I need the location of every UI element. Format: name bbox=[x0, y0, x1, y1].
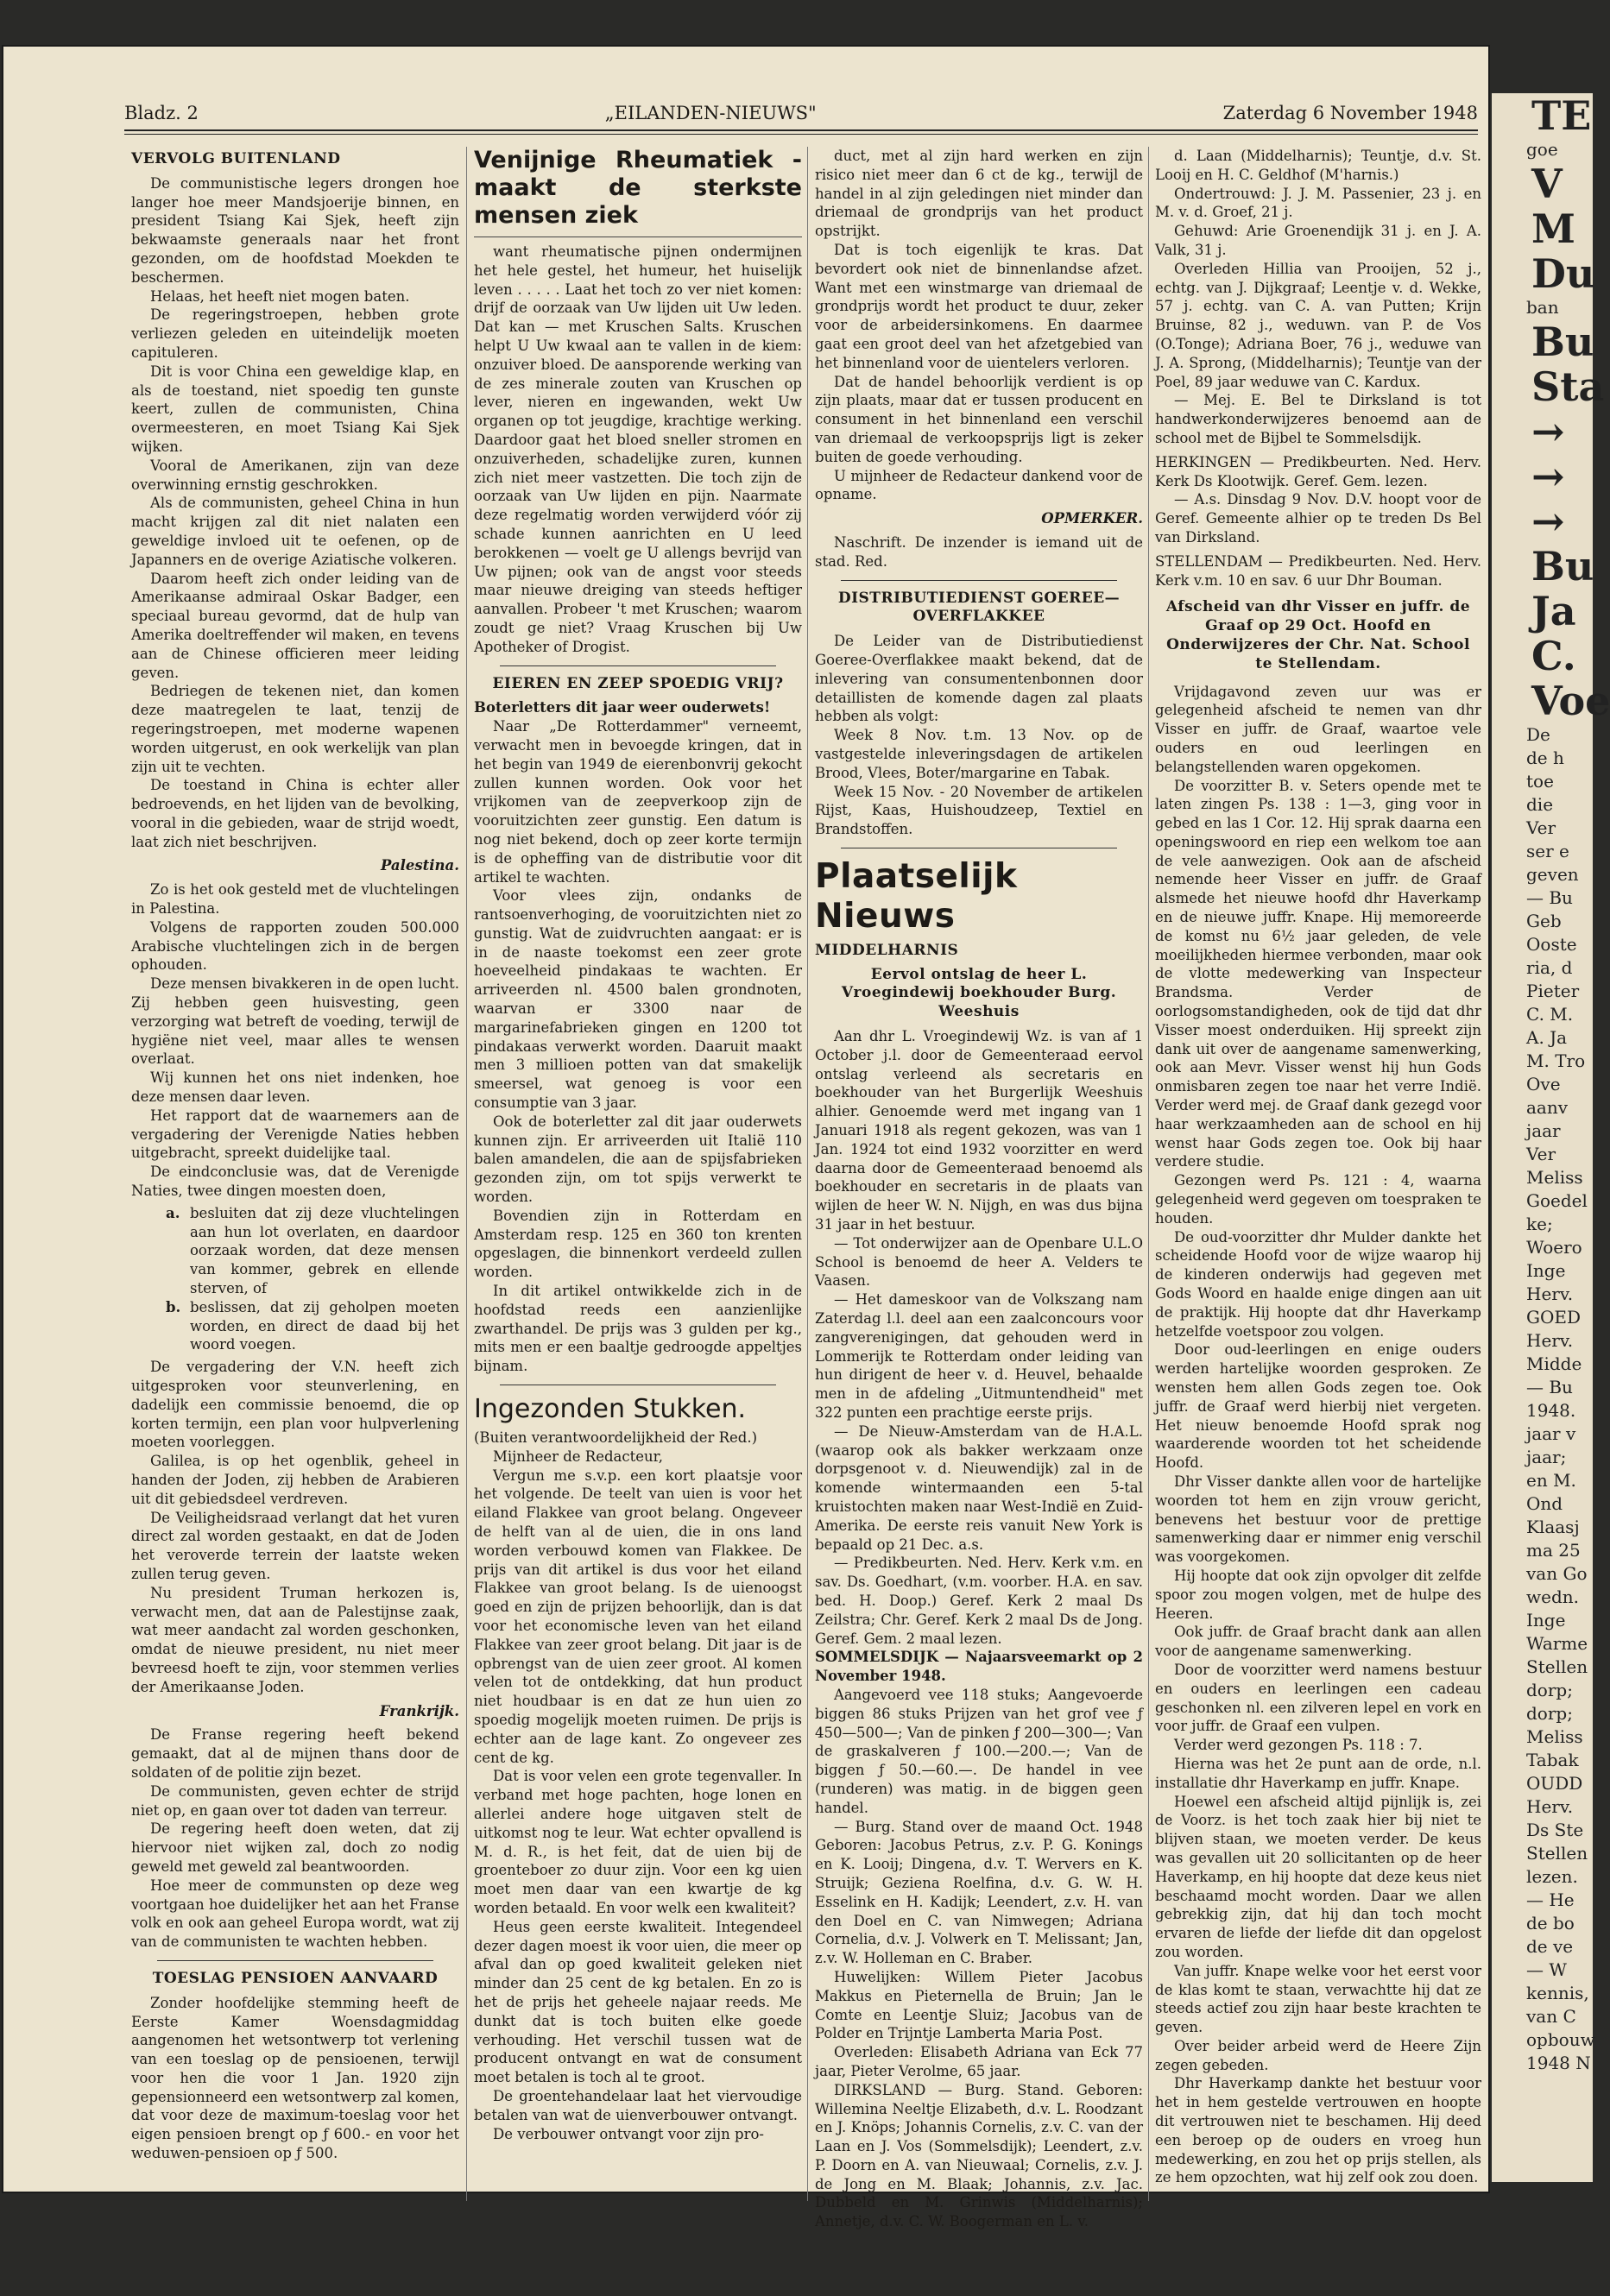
paragraph: — Predikbeurten. Ned. Herv. Kerk v.m. en sav. Ds. Goedhart, (v.m. voorber. H.A. en sav. bed. H. Doop.) Geref. Kerk 2 maal Ds Zeilstra; Chr. Geref. Kerk 2 maal Ds de Jong. Geref. Gem. 2 maal lezen. bbox=[815, 1555, 1143, 1647]
letter-to-editor bbox=[474, 1448, 802, 2143]
article-heading: TOESLAG PENSIOEN AANVAARD bbox=[152, 1969, 439, 1987]
article-china bbox=[131, 174, 459, 852]
neighbor-line: Ver bbox=[1526, 1144, 1556, 1164]
neighbor-line: Warme bbox=[1526, 1633, 1588, 1654]
paragraph: Week 8 Nov. t.m. 13 Nov. op de vastgestelde inleveringsdagen de artikelen Brood, Vlees, Boter/margarine en Tabak. bbox=[815, 727, 1143, 781]
neighbor-line: Bu bbox=[1531, 543, 1594, 590]
town-heading: SOMMELSDIJK — Najaarsveemarkt op 2 November 1948. bbox=[815, 1649, 1143, 1685]
neighbor-line: die bbox=[1526, 794, 1554, 815]
paragraph: — Tot onderwijzer aan de Openbare U.L.O School is benoemd de heer A. Velders te Vaasen. bbox=[815, 1234, 1143, 1290]
neighbor-line: Sta bbox=[1531, 363, 1605, 410]
neighbor-line: Midde bbox=[1526, 1353, 1582, 1374]
neighbor-line: ban bbox=[1526, 297, 1559, 318]
column-divider bbox=[466, 147, 467, 2201]
article-huwelijken: Huwelijken: Willem Pieter Jacobus Makkus en Pieternella de Bruin; Jan le Comte en Leentje Sluiz; Jacobus van de Polder en Trijntje Lamberta Maria Post. bbox=[815, 1968, 1143, 2042]
neighbor-line: A. Ja bbox=[1526, 1027, 1568, 1048]
neighbor-line: de h bbox=[1526, 747, 1564, 768]
paragraph: Voor vlees zijn, ondanks de rantsoenverhoging, de vooruitzichten niet zo gunstig. Wat de zuidvruchten aangaat: er is in de naaste toekomst een zeer grote hoeveelheid pindakaas te wachten. Er arriveerden nl. 4500 balen grondnoten, waarvan er 3300 naar de margarinefabrieken gingen en 1200 tot pindakaas verwerkt worden. Daaruit maakt men 3 millioen potten van dat smakelijk smeersel, wat genoeg is voor een consumptie van 3 jaar. bbox=[474, 887, 802, 1112]
paragraph: Door de voorzitter werd namens bestuur en ouders en leerlingen een cadeau geschonken nl. een zilveren lepel en vork en voor juffr. de Graaf een vulpen. bbox=[1155, 1661, 1481, 1735]
paragraph: De voorzitter B. v. Seters opende met te laten zingen Ps. 138 : 1—3, ging voor in gebed en las 1 Cor. 12. Hij sprak daarna een openingswoord en riep een welkom toe aan de vele aanwezigen. Ook aan de afscheid nemende heer Visser en juffr. de Graaf alsmede het nieuwe hoofd dhr Haverkamp en de nieuwe juffr. Knape. Hij memoreerde de komst nu 6½ jaar geleden, de vele moeilijkheden hiermee verbonden, maar ook de vlotte medewerking van Inspecteur Brandsma. Verder de oorlogsomstandigheden, ook de tijd dat dhr Visser moest onderduiken. Hij spreekt zijn dank uit over de aangename samenwerking, ook aan Mevr. Visser wenst hij hun Gods onmisbaren zegen toe naar het verre Indië. Verder werd mej. de Graaf dank gezegd voor haar werkzaamheden aan de school en hij wenst haar Gods zegen toe. Ook bij haar verdere studie. bbox=[1155, 777, 1481, 1170]
neighbor-line: ria, d bbox=[1526, 957, 1573, 978]
paragraph: Volgens de rapporten zouden 500.000 Arabische vluchtelingen zich in de bergen ophouden. bbox=[131, 918, 459, 974]
neighbor-line: TE bbox=[1531, 92, 1592, 139]
paragraph: Bedriegen de tekenen niet, dan komen deze maatregelen te laat, tenzij de regeringstroepen, met moderne wapenen worden uitgerust, en ook werkelijk van plan zijn uit te vechten. bbox=[131, 683, 459, 775]
paragraph: Dit is voor China een geweldige klap, en als de toestand, niet spoedig ten gunste keert, zullen de communisten, China overmeesteren, en moet Tsiang Kai Sjek wijken. bbox=[131, 363, 459, 455]
advertisement-kruschen bbox=[474, 243, 802, 657]
neighbor-line: wedn. bbox=[1526, 1586, 1579, 1607]
paragraph: Dhr Visser dankte allen voor de hartelijke woorden tot hem en zijn vrouw gericht, benevens het bestuur voor de prettige samenwerking daar er nimmer enig verschil was voorgekomen. bbox=[1155, 1473, 1481, 1566]
article-eieren bbox=[474, 717, 802, 1376]
list-marker: b. bbox=[166, 1298, 181, 1315]
article-stellendam: STELLENDAM — Predikbeurten. Ned. Herv. Kerk v.m. 10 en sav. 6 uur Dhr Bouman. bbox=[1155, 552, 1481, 589]
paragraph: Heus geen eerste kwaliteit. Integendeel dezer dagen moest ik voor uien, die meer op afval dan op goed kwaliteit geleken niet minder dan 25 cent de kg betalen. En zo is het de prijs het geheele najaar reeds. Me dunkt dat is toch buiten elke goede verhouding. Het verschil tussen wat de producent ontvangt en wat de consument moet betalen is toch al te groot. bbox=[474, 1918, 802, 2086]
paragraph: — Mej. E. Bel te Dirksland is tot handwerkonderwijzeres benoemd aan de school met de Bijbel te Sommelsdijk. bbox=[1155, 392, 1481, 446]
article-herkingen-2: — A.s. Dinsdag 9 Nov. D.V. hoopt voor de Geref. Gemeente alhier op te treden Ds Bel van Dirksland. bbox=[1155, 491, 1481, 546]
paragraph: De Veiligheidsraad verlangt dat het vuren direct zal worden gestaakt, en dat de Joden het veroverde terrein der laatste weken zullen terug geven. bbox=[131, 1509, 459, 1582]
neighbor-line: Herv. bbox=[1526, 1796, 1574, 1817]
neighbor-line: — He bbox=[1526, 1889, 1575, 1910]
neighbor-line: Ove bbox=[1526, 1074, 1561, 1094]
neighbor-line: kennis, bbox=[1526, 1983, 1589, 2003]
neighbor-line: C. M. bbox=[1526, 1004, 1574, 1025]
paragraph: Deze mensen bivakkeren in de open lucht. Zij hebben geen huisvesting, geen verzorging wat betreft de voeding, terwijl de hygiëne niet veel, maar alles te wensen overlaat. bbox=[131, 975, 459, 1068]
neighbor-line: Goedel bbox=[1526, 1190, 1588, 1211]
article-subheading: Boterletters dit jaar weer ouderwets! bbox=[474, 699, 771, 716]
paragraph: — De Nieuw-Amsterdam van de H.A.L. (waarop ook als bakker werkzaam onze dorpsgenoot v. d. Nieuwendijk) zal in de komende wintermaanden een 5-tal kruistochten maken naar West-Indië en Zuid-Amerika. De eerste reis vanuit New York is bepaald op 21 Dec. a.s. bbox=[815, 1422, 1143, 1553]
neighbor-line: Ond bbox=[1526, 1493, 1563, 1514]
newspaper-page bbox=[3, 47, 1488, 2230]
neighbor-line: Pieter bbox=[1526, 981, 1580, 1001]
paragraph: Dat de handel behoorlijk verdient is op zijn plaats, maar dat er tussen producent en consument in het binnenland een verschil van driemaal de verkoopsprijs ligt is zeker buiten de goede verhouding. bbox=[815, 373, 1143, 465]
paragraph: De regering heeft doen weten, dat zij hiervoor niet wijken zal, doch zo nodig geweld met geweld zal beantwoorden. bbox=[131, 1820, 459, 1875]
neighbor-line: goe bbox=[1526, 139, 1558, 160]
paragraph: Week 15 Nov. - 20 November de artikelen Rijst, Kaas, Huishoudzeep, Textiel en Brandstoffen. bbox=[815, 783, 1143, 838]
paragraph: De regeringstroepen, hebben grote verliezen geleden en uiteindelijk moeten capituleren. bbox=[131, 306, 459, 361]
paragraph: Door oud-leerlingen en enige ouders werden hartelijke woorden gesproken. Ze wensten hem allen Gods zegen toe. Ook juffr. de Graaf werd hierbij niet vergeten. Het nieuw benoemde Hoofd sprak nog waarderende woorden tot het scheidende Hoofd. bbox=[1155, 1341, 1481, 1472]
paragraph: U mijnheer de Redacteur dankend voor de opname. bbox=[815, 467, 1143, 503]
neighbor-line: → bbox=[1531, 453, 1565, 500]
neighbor-line: — W bbox=[1526, 1959, 1567, 1980]
neighbor-line: Tabak bbox=[1526, 1750, 1579, 1770]
paragraph: De verbouwer ontvangt voor zijn pro- bbox=[493, 2125, 765, 2142]
paragraph: De vergadering der V.N. heeft zich uitgesproken voor steunverlening, en dadelijk een commissie benoemd, die op korten termijn, een plan voor hulpverlening moeten voorleggen. bbox=[131, 1359, 459, 1451]
letter-to-editor-cont bbox=[815, 147, 1143, 504]
paragraph: Ondertrouwd: J. J. M. Passenier, 23 j. en M. v. d. Groef, 21 j. bbox=[1155, 185, 1481, 221]
article-dirksland: DIRKSLAND — Burg. Stand. Geboren: Willemina Neeltje Elizabeth, d.v. L. Roodzant en J. Knöps; Johannis Cornelis, z.v. C. van der Laan en J. Vos (Sommelsdijk); Leendert, z.v. P. Doorn en A. van Nieuwaal; Cornelis, z.v. J. de Jong en M. Blaak; Johannis, z.v. Jac. Dubbeld en M. Grinwis (Middelharnis); Annetje, d.v. C. W. Boogerman en L. v. bbox=[815, 2081, 1143, 2230]
paragraph: d. Laan (Middelharnis); Teuntje, d.v. St. Looij en H. C. Geldhof (M'harnis.) bbox=[1155, 148, 1481, 183]
paragraph: Mijnheer de Redacteur, bbox=[493, 1448, 663, 1465]
paragraph: De groentehandelaar laat het viervoudige betalen van wat de uienverbouwer ontvangt. bbox=[474, 2087, 802, 2123]
neighbor-line: — Bu bbox=[1526, 1377, 1573, 1397]
neighbor-line: van Go bbox=[1526, 1563, 1588, 1584]
paragraph: Als de communisten, geheel China in hun macht krijgen zal dit niet nalaten een geweldige invloed uit te oefenen, op de Japanners en de overige Aziatische volkeren. bbox=[131, 495, 459, 568]
paragraph: Vergun me s.v.p. een kort plaatsje voor het volgende. De teelt van uien is voor het eiland Flakkee van groot belang. Ongeveer de helft van al de uien, die in ons land worden verbouwd komen van Flakkee. De prijs van dit artikel is dus voor het eiland Flakkee van groot belang. Is de uienoogst goed en zijn de prijzen behoorlijk, dan is dat voor het economische leven van het eiland Flakkee van zeer groot belang. Dit jaar is de opbrengst van de uien zeer groot. Al komen velen tot de ontdekking, dat hun product niet houdbaar is en dat ze hun uien zo spoedig mogelijk moeten ruimen. De prijs is echter aan de lage kant. Zo ongeveer zes cent de kg. bbox=[474, 1467, 802, 1766]
neighbor-line: Ds Ste bbox=[1526, 1820, 1584, 1840]
article-herkingen: HERKINGEN — Predikbeurten. Ned. Herv. Kerk Ds Klootwijk. Geref. Gem. lezen. bbox=[1155, 453, 1481, 489]
neighbor-line: ma 25 bbox=[1526, 1540, 1581, 1561]
paragraph: — Het dameskoor van de Volkszang nam Zaterdag l.l. deel aan een zaalconcours voor zangverenigingen, dat gehouden werd in Lommerijk te Rotterdam onder leiding van hun dirigent de heer v. d. Heuvel, behaalde men in de afdeling „Uitmuntendheid" met 322 punten een prachtige eerste prijs. bbox=[815, 1291, 1143, 1422]
neighbor-line: Stellen bbox=[1526, 1843, 1588, 1864]
neighbor-line: Inge bbox=[1526, 1610, 1566, 1631]
list-item bbox=[166, 1298, 459, 1354]
neighbor-line: opbouw bbox=[1526, 2029, 1595, 2050]
divider bbox=[500, 665, 776, 666]
neighbor-line: → bbox=[1531, 498, 1565, 545]
neighbor-line: geven bbox=[1526, 864, 1579, 885]
paragraph: De toestand in China is echter aller bedroevends, en het lijden van de bevolking, vooral in die gebieden, waar de strijd woedt, laat zich niet beschrijven. bbox=[131, 777, 459, 850]
list-item bbox=[166, 1204, 459, 1298]
neighbor-line: Voe bbox=[1531, 678, 1610, 724]
neighbor-line: ke; bbox=[1526, 1214, 1553, 1234]
neighbor-line: Stellen bbox=[1526, 1656, 1588, 1677]
article-heading: DISTRIBUTIEDIENST GOEREE—OVERFLAKKEE bbox=[837, 589, 1121, 626]
neighbor-line: van C bbox=[1526, 2006, 1576, 2027]
neighbor-line: C. bbox=[1531, 633, 1576, 679]
section-heading: Ingezonden Stukken. bbox=[474, 1394, 747, 1425]
article-burgerlijke-stand: — Burg. Stand over de maand Oct. 1948 Geboren: Jacobus Petrus, z.v. P. G. Konings en K. Looij; Dingena, d.v. T. Wervers en K. Struijk; Geziena Roelfina, d.v. G. W. H. Esselink en H. Kadijk; Leendert, z.v. H. van den Doel en C. van Nimwegen; Adriana Cornelia, d.v. J. Volwerk en T. Melissant; Jan, z.v. W. Holleman en C. Braber. bbox=[815, 1818, 1143, 1967]
paragraph: De eindconclusie was, dat de Verenigde Naties, twee dingen moesten doen, bbox=[131, 1164, 459, 1200]
neighbor-line: jaar; bbox=[1526, 1447, 1567, 1467]
neighbor-line: toe bbox=[1526, 771, 1554, 792]
paragraph: Aan dhr L. Vroegindewij Wz. is van af 1 October j.l. door de Gemeenteraad eervol ontslag verleend als secretaris en boekhouder van het Burgerlijk Weeshuis alhier. Genoemde werd met ingang van 1 Januari 1918 als regent gekozen, was van 1 Jan. 1924 tot eind 1932 voorzitter en werd daarna door de Gemeenteraad benoemd als boekhouder en secretaris in de plaats van wijlen de heer W. N. Nijgh, en was dus bijna 31 jaar in het bestuur. bbox=[815, 1028, 1143, 1233]
article-palestina-cont bbox=[131, 1358, 459, 1696]
paragraph: Bovendien zijn in Rotterdam en Amsterdam resp. 125 en 360 ton krenten opgeslagen, die binnenkort verdeeld zullen worden. bbox=[474, 1207, 802, 1281]
paragraph: Hij hoopte dat ook zijn opvolger dit zelfde spoor zou mogen volgen, met de hulpe des Heeren. bbox=[1155, 1567, 1481, 1622]
neighbor-line: jaar bbox=[1526, 1120, 1561, 1141]
paragraph: Hoewel een afscheid altijd pijnlijk is, zei de Voorz. is het toch zaak hier bij niet te blijven staan, we moeten verder. De keus was gevallen uit 20 sollicitanten op de heer Haverkamp, en hij hoopte dat deze keus niet beschaamd mocht worden. Daar we allen gebrekkig zijn, dat hij dan toch mocht ervaren de liefde der liefde dit dan opgelost zou worden. bbox=[1155, 1793, 1481, 1960]
paragraph: De oud-voorzitter dhr Mulder dankte het scheidende Hoofd voor de wijze waarop hij de kinderen onderwijs had gegeven met Gods Woord en haalde enige dingen aan uit de praktijk. Hij hoopte dat dhr Haverkamp hetzelfde voetspoor zou volgen. bbox=[1155, 1228, 1481, 1340]
neighbor-line: de bo bbox=[1526, 1913, 1575, 1933]
newspaper-title: „EILANDEN-NIEUWS" bbox=[604, 103, 817, 123]
paragraph: Daarom heeft zich onder leiding van de Amerikaanse admiraal Oskar Badger, een speciaal bureau gevormd, dat de hulp van Amerika doeltreffender wil maken, en tevens aan de Chinese officieren meer leiding geven. bbox=[131, 570, 459, 681]
neighbor-line: M. Tro bbox=[1526, 1050, 1586, 1071]
list-text: beslissen, dat zij geholpen moeten worden, en direct de daad bij het woord voegen. bbox=[190, 1298, 459, 1353]
paragraph: De Franse regering heeft bekend gemaakt, dat al de mijnen thans door de soldaten of de politie zijn bezet. bbox=[131, 1726, 459, 1781]
header-rule bbox=[124, 129, 1478, 135]
article-frankrijk bbox=[131, 1725, 459, 1952]
paragraph: Verder werd gezongen Ps. 118 : 7. bbox=[1174, 1737, 1423, 1754]
list-marker: a. bbox=[166, 1204, 180, 1221]
neighbor-line: en M. bbox=[1526, 1470, 1576, 1491]
paragraph: Gezongen werd Ps. 121 : 4, waarna gelegenheid werd gegeven om toespraken te houden. bbox=[1155, 1172, 1481, 1227]
neighbor-line: Ja bbox=[1531, 588, 1576, 634]
neighbor-line: aanv bbox=[1526, 1097, 1569, 1118]
ad-paragraph: want rheumatische pijnen ondermijnen het hele gestel, het humeur, het huiselijk leven . . . . . Laat het toch zo ver niet komen: drijf de oorzaak van Uw lijden uit Uw leden. Dat kan — met Kruschen Salts. Kruschen helpt U Uw kwaal aan te vallen in de kiem: onzuiver bloed. De aansporende werking van de zes minerale zouten van Kruschen op lever, nieren en ingewanden, wekt Uw organen op tot jeugdige, krachtige werking. Daardoor gaat het bloed sneller stromen en onzuiverheden, schadelijke zuren, kunnen zich niet meer vastzetten. Die toch zijn de oorzaak van Uw lijden en pijn. Naarmate deze regelmatig worden verwijderd vóór zij schade kunnen aanrichten en U leed berokkenen — voelt ge U allengs bevrijd van Uw pijnen; ook van de angst voor steeds maar nieuwe dreiging van steeds heftiger aanvallen. Probeer 't met Kruschen; waarom zoudt ge niet? Vraag Kruschen bij Uw Apotheker of Drogist. bbox=[474, 243, 802, 655]
neighbor-line: Herv. bbox=[1526, 1330, 1574, 1351]
article-toeslag: Zonder hoofdelijke stemming heeft de Eerste Kamer Woensdagmiddag aangenomen het wetsontwerp tot verlening van een toeslag op de pensioenen, terwijl voor hen die voor 1 Jan. 1920 zijn gepensionneerd een wetsontwerp zal komen, dat voor deze de maximum-toeslag voor het eigen pensioen brengt op ƒ 600.- en voor het weduwen-pensioen op ƒ 500. bbox=[131, 1994, 459, 2162]
paragraph: duct, met al zijn hard werken en zijn risico niet meer dan 6 ct de kg., terwijl de handel in al zijn geledingen niet minder dan driemaal de grondprijs van het product opstrijkt. bbox=[815, 148, 1143, 240]
adjacent-page-strip bbox=[1492, 92, 1610, 2182]
article-overleden: Overleden: Elisabeth Adriana van Eck 77 jaar, Pieter Verolme, 65 jaar. bbox=[815, 2044, 1143, 2079]
paragraph: Galilea, is op het ogenblik, geheel in handen der Joden, zij hebben de Arabieren uit dit gebiedsdeel verdreven. bbox=[131, 1453, 459, 1507]
paragraph: Dat is voor velen een grote tegenvaller. In verband met hoge pachten, hoge lonen en allerlei andere hoge uitgaven stelt de uitkomst nog te leur. Wat echter opvallend is M. d. R., is het feit, dat de uien bij de groenteboer zo duur zijn. Voor een kg uien moet men daar van een kwartje de kg worden betaald. En voor welk een kwaliteit? bbox=[474, 1768, 802, 1916]
neighbor-line: 1948. bbox=[1526, 1400, 1576, 1421]
paragraph: Vrijdagavond zeven uur was er gelegenheid afscheid te nemen van dhr Visser en juffr. de Graaf, waartoe vele ouders en oud leerlingen en belangstellenden waren opgekomen. bbox=[1155, 683, 1481, 775]
neighbor-line: Herv. bbox=[1526, 1284, 1574, 1304]
neighbor-line: GOED bbox=[1526, 1307, 1582, 1328]
divider bbox=[841, 580, 1117, 581]
neighbor-line: V bbox=[1531, 161, 1563, 207]
paragraph: Nu president Truman herkozen is, verwacht men, dat aan de Palestijnse zaak, wat meer aandacht zal worden geschonken, omdat de nieuwe president, nu niet meer bevreesd hoeft te zijn, voor stemmen verlies der Amerikaanse Joden. bbox=[131, 1584, 459, 1695]
neighbor-line: jaar v bbox=[1526, 1423, 1576, 1444]
neighbor-line: M bbox=[1531, 205, 1575, 252]
neighbor-line: Klaasj bbox=[1526, 1517, 1580, 1537]
article-heading: Afscheid van dhr Visser en juffr. de Graaf op 29 Oct. Hoofd en Onderwijzeres der Chr. Nat. School te Stellendam. bbox=[1165, 598, 1471, 672]
issue-date: Zaterdag 6 November 1948 bbox=[1222, 103, 1478, 123]
section-heading: VERVOLG BUITENLAND bbox=[131, 150, 341, 167]
paragraph: Gehuwd: Arie Groenendijk 31 j. en J. A. Valk, 31 j. bbox=[1155, 223, 1481, 258]
section-heading: Plaatselijk Nieuws bbox=[815, 856, 1018, 936]
column-1 bbox=[131, 147, 459, 2163]
neighbor-line: Du bbox=[1531, 250, 1595, 297]
neighbor-line: dorp; bbox=[1526, 1680, 1573, 1700]
neighbor-line: OUDD bbox=[1526, 1773, 1583, 1794]
column-3 bbox=[815, 147, 1143, 2231]
article-distributie bbox=[815, 632, 1143, 839]
paragraph: Het rapport dat de waarnemers aan de vergadering der Verenigde Naties hebben uitgebracht, spreekt duidelijke taal. bbox=[131, 1107, 459, 1162]
section-subheading: (Buiten verantwoordelijkheid der Red.) bbox=[474, 1429, 758, 1447]
column-divider bbox=[1148, 147, 1149, 2201]
column-divider bbox=[807, 147, 808, 2201]
letter-signature: OPMERKER. bbox=[1041, 510, 1143, 527]
neighbor-line: Meliss bbox=[1526, 1726, 1583, 1747]
section-label: Frankrijk. bbox=[379, 1702, 459, 1719]
ad-heading: Venijnige Rheumatiek - maakt de sterkste mensen ziek bbox=[474, 147, 802, 229]
neighbor-line: de ve bbox=[1526, 1936, 1574, 1957]
paragraph: Hierna was het 2e punt aan de orde, n.l. installatie dhr Haverkamp en juffr. Knape. bbox=[1155, 1755, 1481, 1791]
neighbor-line: Ver bbox=[1526, 817, 1556, 838]
paragraph: Hoe meer de communsten op deze weg voortgaan hoe duidelijker het aan het Franse volk en ook aan geheel Europa wordt, wat zij van de communisten te wachten hebben. bbox=[131, 1877, 459, 1951]
neighbor-line: → bbox=[1531, 408, 1565, 455]
neighbor-line: Geb bbox=[1526, 911, 1562, 931]
paragraph: Ook de boterletter zal dit jaar ouderwets kunnen zijn. Er arriveerden uit Italië 110 balen amandelen, die aan de spijsfabrieken gezonden zijn, om tot spijs verwerkt te worden. bbox=[474, 1113, 802, 1206]
paragraph: Overleden Hillia van Prooijen, 52 j., echtg. van J. Dijkgraaf; Leentje v. d. Wekke, 57 j. echtg. van C. A. van Putten; Krijn Bruinse, 82 j., weduwn. van P. de Vos (O.Tonge); Adriana Boer, 76 j., weduwe van J. A. Sprong, (Middelharnis); Teuntje van der Poel, 89 jaar weduwe van C. Kardux. bbox=[1155, 260, 1481, 390]
neighbor-line: Meliss bbox=[1526, 1167, 1583, 1188]
paragraph: Vooral de Amerikanen, zijn van deze overwinning ernstig geschrokken. bbox=[131, 457, 459, 493]
article-veemarkt: Aangevoerd vee 118 stuks; Aangevoerde biggen 86 stuks Prijzen van het grof vee ƒ 450—500—; Van de pinken ƒ 200—300—; Van de graskalveren ƒ 100.—200.—; Van de biggen ƒ 50.—60.—. De handel in vee (runderen) was matig. in de biggen geen handel. bbox=[815, 1686, 1143, 1816]
section-label: Palestina. bbox=[380, 857, 459, 874]
postscript: Naschrift. De inzender is iemand uit de stad. Red. bbox=[815, 533, 1143, 570]
paragraph: Van juffr. Knape welke voor het eerst voor de klas komt te staan, verwachtte hij dat ze steeds actief zou zijn haar beste krachten te geven. bbox=[1155, 1962, 1481, 2036]
paragraph: Dat is toch eigenlijk te kras. Dat bevordert ook niet de binnenlandse afzet. Want met een winstmarge van driemaal de grondprijs wordt het product te duur, zeker voor de arbeidersinkomens. En daarmee gaat een groot deel van het afzetgebied van het binnenland voor de uientelers verloren. bbox=[815, 241, 1143, 371]
column-2 bbox=[474, 147, 802, 2143]
page-number: Bladz. 2 bbox=[124, 103, 199, 123]
neighbor-line: lezen. bbox=[1526, 1866, 1578, 1887]
paragraph: De communistische legers drongen hoe langer hoe meer Mandsjoerije binnen, en president Tsiang Kai Sjek, heeft zijn bekwaamste generaals naar het front gezonden, om de hoofdstad Moekden te beschermen. bbox=[131, 174, 459, 286]
neighbor-line: Ooste bbox=[1526, 934, 1577, 955]
paragraph: De communisten, geven echter de strijd niet op, en gaan over tot daden van terreur. bbox=[131, 1782, 459, 1819]
neighbor-line: 1948 N bbox=[1526, 2053, 1591, 2073]
article-dirksland-cont bbox=[1155, 147, 1481, 448]
paragraph: De Leider van de Distributiedienst Goeree-Overflakkee maakt bekend, dat de inlevering van consumentenbonnen door detaillisten de komende dagen zal plaats hebben als volgt: bbox=[815, 633, 1143, 725]
article-heading: Eervol ontslag de heer L. Vroegindewij boekhouder Burg. Weeshuis bbox=[841, 965, 1117, 1021]
paragraph: Zo is het ook gesteld met de vluchtelingen in Palestina. bbox=[131, 881, 459, 918]
neighbor-line: ser e bbox=[1526, 841, 1569, 861]
paragraph: Ook juffr. de Graaf bracht dank aan allen voor de aangename samenwerking. bbox=[1155, 1624, 1481, 1660]
article-afscheid bbox=[1155, 683, 1481, 2188]
page-header bbox=[124, 98, 1478, 128]
article-palestina bbox=[131, 880, 459, 1201]
paragraph: Dhr Haverkamp dankte het bestuur voor het in hem gestelde vertrouwen en hoopte dit vertrouwen niet te beschamen. Hij deed een beroep op de ouders en vroeg hun medewerking, en zou het op prijs stellen, als ze hem opzochten, wat hij zelf ook zou doen. bbox=[1155, 2075, 1481, 2186]
paragraph: Naar „De Rotterdammer" verneemt, verwacht men in bevoegde kringen, dat in het begin van 1949 de eierenbonvrij gekocht zullen kunnen worden. Ook voor het vrijkomen van de zeepverkoop zijn de vooruitzichten zeer gunstig. Een datum is nog niet bekend, doch op zeer korte termijn is de opheffing van de distributie voor dit artikel te wachten. bbox=[474, 718, 802, 886]
neighbor-line: De bbox=[1526, 724, 1550, 745]
article-middelharnis bbox=[815, 1027, 1143, 1648]
column-4 bbox=[1155, 147, 1481, 2187]
neighbor-line: — Bu bbox=[1526, 887, 1573, 908]
town-heading: MIDDELHARNIS bbox=[815, 941, 959, 959]
paragraph: Over beider arbeid werd de Heere Zijn zegen gebeden. bbox=[1155, 2037, 1481, 2073]
paragraph: Helaas, het heeft niet mogen baten. bbox=[150, 287, 410, 305]
neighbor-line: Inge bbox=[1526, 1260, 1566, 1281]
article-heading: EIEREN EN ZEEP SPOEDIG VRIJ? bbox=[492, 674, 784, 692]
paragraph: In dit artikel ontwikkelde zich in de hoofdstad reeds een aanzienlijke zwarthandel. De prijs was 3 gulden per kg., mits men er een baaltje gedroogde appeltjes bijnam. bbox=[474, 1283, 802, 1375]
resolution-list bbox=[166, 1204, 459, 1354]
neighbor-line: Woero bbox=[1526, 1237, 1582, 1258]
neighbor-line: dorp; bbox=[1526, 1703, 1573, 1724]
neighbor-line: Bu bbox=[1531, 319, 1594, 365]
divider bbox=[157, 1960, 433, 1961]
list-text: besluiten dat zij deze vluchtelingen aan hun lot overlaten, en daardoor oorzaak worden, dat deze mensen van kommer, gebrek en ellende sterven, of bbox=[190, 1204, 459, 1297]
paragraph: Wij kunnen het ons niet indenken, hoe deze mensen daar leven. bbox=[131, 1069, 459, 1106]
